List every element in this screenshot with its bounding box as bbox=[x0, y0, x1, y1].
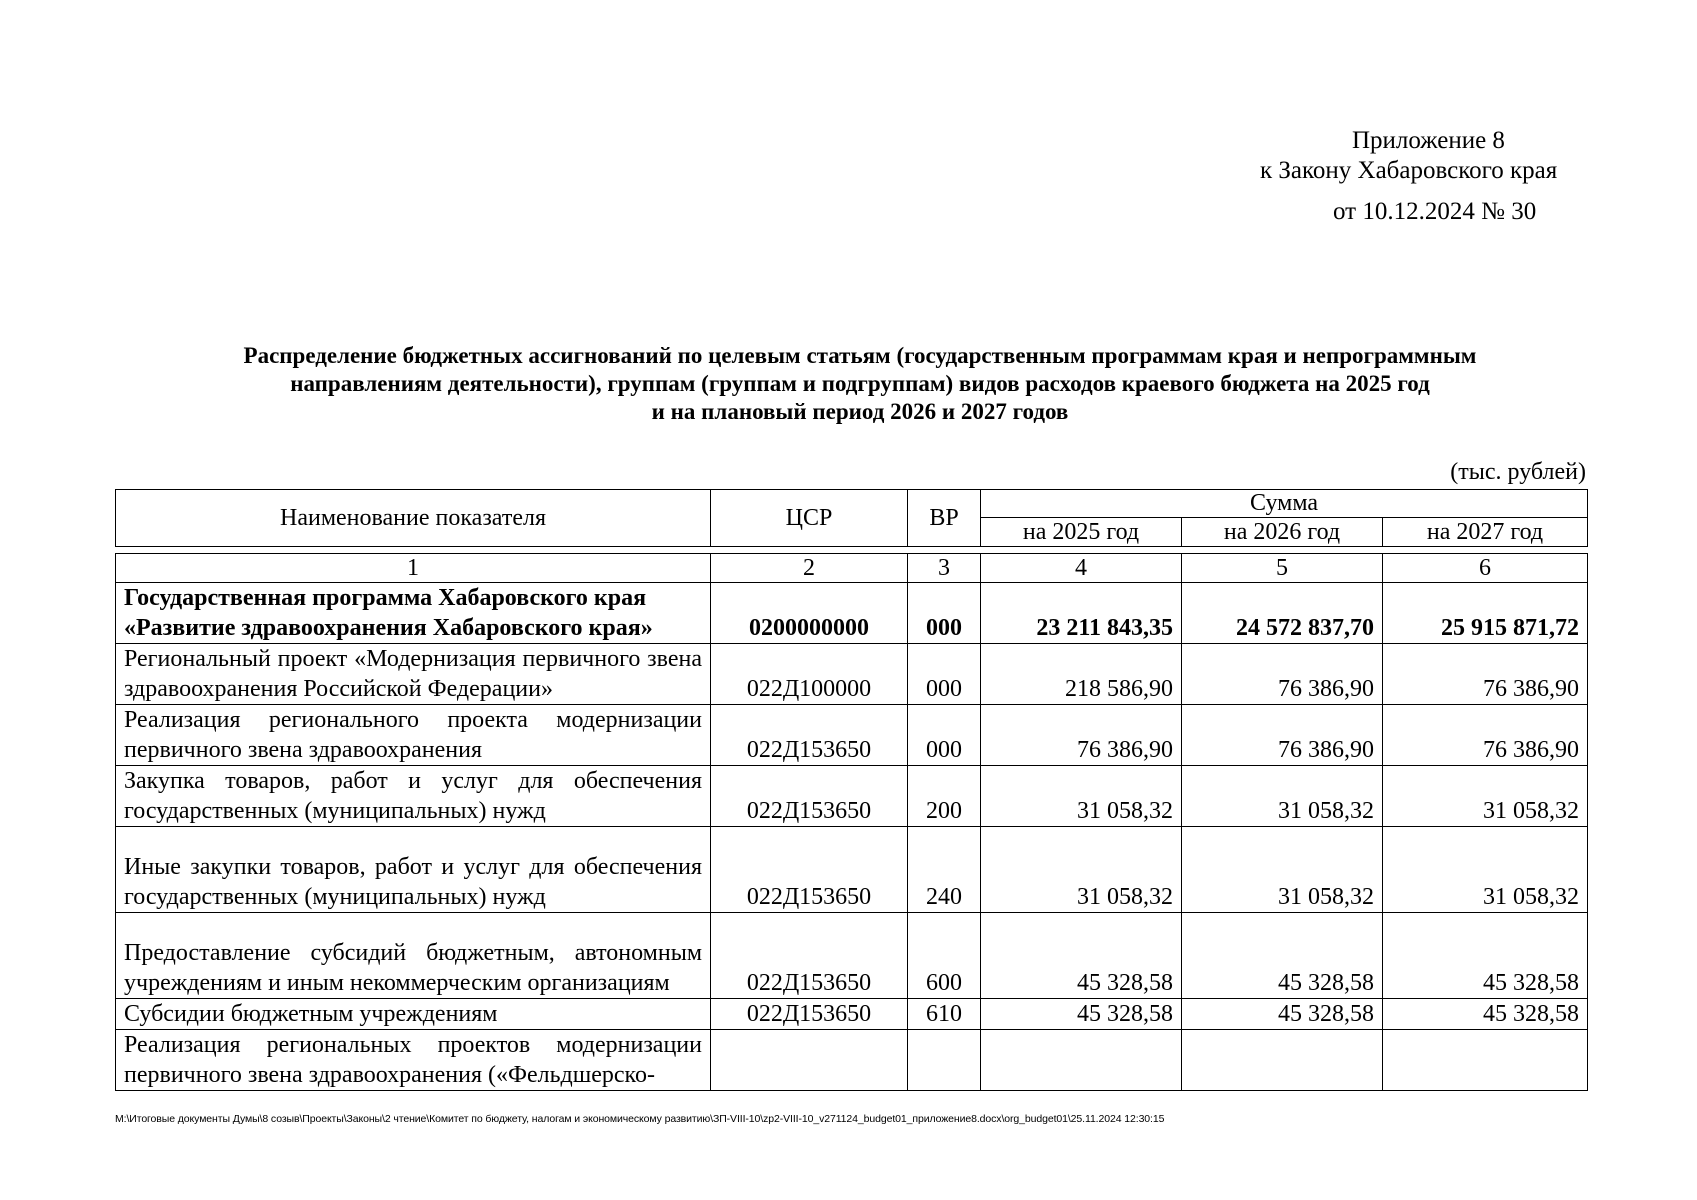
annex-law-reference: к Закону Хабаровского края bbox=[1260, 157, 1558, 184]
row-amount-2026: 45 328,58 bbox=[1182, 913, 1383, 999]
table-row bbox=[116, 827, 1588, 913]
row-name: Предоставление субсидий бюджетным, автономным учреждениям и иным некоммерческим организациям bbox=[116, 913, 711, 999]
row-amount-2027: 76 386,90 bbox=[1383, 705, 1588, 766]
column-number: 4 bbox=[981, 554, 1182, 583]
header-csr: ЦСР bbox=[711, 490, 908, 547]
table-row bbox=[116, 1030, 1588, 1091]
row-name: Государственная программа Хабаровского края «Развитие здравоохранения Хабаровского края» bbox=[116, 583, 711, 644]
row-vr: 000 bbox=[908, 644, 981, 705]
row-amount-2026: 31 058,32 bbox=[1182, 766, 1383, 827]
table-row bbox=[116, 766, 1588, 827]
annex-number: Приложение 8 bbox=[1352, 127, 1505, 154]
row-name: Региональный проект «Модернизация первичного звена здравоохранения Российской Федерации» bbox=[116, 644, 711, 705]
row-amount-2027: 45 328,58 bbox=[1383, 913, 1588, 999]
table-row bbox=[116, 999, 1588, 1030]
budget-table bbox=[115, 553, 1588, 1091]
header-year-2027: на 2027 год bbox=[1383, 518, 1588, 547]
row-name: Иные закупки товаров, работ и услуг для обеспечения государственных (муниципальных) нужд bbox=[116, 827, 711, 913]
header-sum: Сумма bbox=[981, 490, 1588, 518]
row-amount-2025: 45 328,58 bbox=[981, 999, 1182, 1030]
row-amount-2027: 45 328,58 bbox=[1383, 999, 1588, 1030]
row-name: Субсидии бюджетным учреждениям bbox=[116, 999, 711, 1030]
row-csr: 022Д153650 bbox=[711, 766, 908, 827]
row-amount-2025: 76 386,90 bbox=[981, 705, 1182, 766]
table-row bbox=[116, 583, 1588, 644]
row-vr bbox=[908, 1030, 981, 1091]
row-name: Реализация региональных проектов модернизации первичного звена здравоохранения («Фельдшерско- bbox=[116, 1030, 711, 1091]
header-year-2026: на 2026 год bbox=[1182, 518, 1383, 547]
row-name: Закупка товаров, работ и услуг для обеспечения государственных (муниципальных) нужд bbox=[116, 766, 711, 827]
row-amount-2026: 76 386,90 bbox=[1182, 705, 1383, 766]
row-vr: 000 bbox=[908, 705, 981, 766]
row-csr bbox=[711, 1030, 908, 1091]
row-amount-2026: 31 058,32 bbox=[1182, 827, 1383, 913]
title-line-1: Распределение бюджетных ассигнований по целевым статьям (государственным программам края и непрограммным bbox=[243, 343, 1477, 368]
column-number: 5 bbox=[1182, 554, 1383, 583]
row-csr: 022Д153650 bbox=[711, 705, 908, 766]
annex-header bbox=[1260, 126, 1600, 227]
row-amount-2026 bbox=[1182, 1030, 1383, 1091]
table-header bbox=[115, 489, 1588, 547]
row-csr: 022Д153650 bbox=[711, 999, 908, 1030]
row-amount-2025: 45 328,58 bbox=[981, 913, 1182, 999]
column-number: 1 bbox=[116, 554, 711, 583]
document-title bbox=[110, 342, 1610, 426]
row-amount-2026: 45 328,58 bbox=[1182, 999, 1383, 1030]
row-amount-2027: 25 915 871,72 bbox=[1383, 583, 1588, 644]
column-number: 3 bbox=[908, 554, 981, 583]
row-amount-2027: 31 058,32 bbox=[1383, 827, 1588, 913]
header-year-2025: на 2025 год bbox=[981, 518, 1182, 547]
units-label: (тыс. рублей) bbox=[1450, 459, 1586, 485]
title-line-3: и на плановый период 2026 и 2027 годов bbox=[651, 399, 1069, 424]
row-csr: 022Д153650 bbox=[711, 913, 908, 999]
title-line-2: направлениям деятельности), группам (группам и подгруппам) видов расходов краевого бюджета на 2025 год bbox=[290, 371, 1430, 396]
table-row bbox=[116, 913, 1588, 999]
column-number: 6 bbox=[1383, 554, 1588, 583]
row-csr: 0200000000 bbox=[711, 583, 908, 644]
row-vr: 000 bbox=[908, 583, 981, 644]
row-vr: 610 bbox=[908, 999, 981, 1030]
row-name: Реализация регионального проекта модернизации первичного звена здравоохранения bbox=[116, 705, 711, 766]
table-row bbox=[116, 705, 1588, 766]
row-csr: 022Д153650 bbox=[711, 827, 908, 913]
row-vr: 600 bbox=[908, 913, 981, 999]
annex-law-date: от 10.12.2024 № 30 bbox=[1333, 198, 1537, 225]
row-vr: 200 bbox=[908, 766, 981, 827]
row-amount-2027: 76 386,90 bbox=[1383, 644, 1588, 705]
row-amount-2026: 76 386,90 bbox=[1182, 644, 1383, 705]
file-path-footer: M:\Итоговые документы Думы\8 созыв\Проекты\Законы\2 чтение\Комитет по бюджету, налогам и экономическому развитию\ЗП-VIII-10\zp2-VIII-10_v271124_budget01_приложение8.docx\org_budget01\25.11.2024 12:30:15 bbox=[115, 1113, 1165, 1125]
row-amount-2027: 31 058,32 bbox=[1383, 766, 1588, 827]
row-amount-2027 bbox=[1383, 1030, 1588, 1091]
header-name: Наименование показателя bbox=[116, 490, 711, 547]
row-amount-2025: 218 586,90 bbox=[981, 644, 1182, 705]
header-vr: ВР bbox=[908, 490, 981, 547]
table-row bbox=[116, 644, 1588, 705]
row-vr: 240 bbox=[908, 827, 981, 913]
row-amount-2025: 31 058,32 bbox=[981, 766, 1182, 827]
row-amount-2025: 31 058,32 bbox=[981, 827, 1182, 913]
row-amount-2025: 23 211 843,35 bbox=[981, 583, 1182, 644]
row-csr: 022Д100000 bbox=[711, 644, 908, 705]
column-number: 2 bbox=[711, 554, 908, 583]
column-numbers-row bbox=[116, 554, 1588, 583]
row-amount-2025 bbox=[981, 1030, 1182, 1091]
row-amount-2026: 24 572 837,70 bbox=[1182, 583, 1383, 644]
